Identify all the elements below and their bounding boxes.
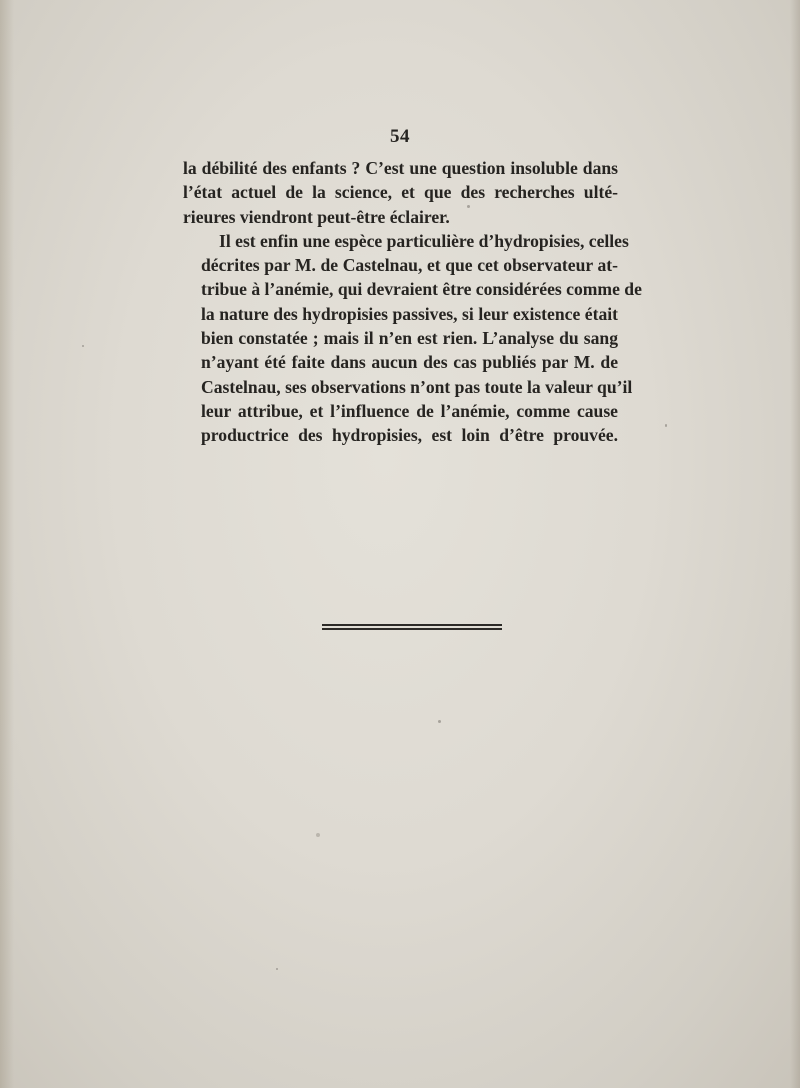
paper-speck [276, 968, 278, 970]
text-line: bien constatée ; mais il n’en est rien. L’analyse du sang [201, 328, 618, 349]
text-line: la débilité des enfants ? C’est une question insoluble dans [183, 158, 618, 178]
paragraph-2 [183, 229, 642, 448]
text-line: leur attribue, et l’influence de l’anémie, comme cause [201, 400, 618, 421]
paper-speck [438, 720, 441, 723]
paper-speck [316, 833, 320, 837]
text-line: la nature des hydropisies passives, si leur existence était [201, 303, 618, 324]
text-line: n’ayant été faite dans aucun des cas publiés par M. de [201, 352, 618, 373]
page-number: 54 [390, 126, 410, 147]
text-line: décrites par M. de Castelnau, et que cet observateur at- [201, 255, 618, 276]
page-right-edge [790, 0, 800, 1088]
text-line: productrice des hydropisies, est loin d’être prouvée. [201, 425, 618, 446]
text-line: tribue à l’anémie, qui devraient être considérées comme de [201, 279, 642, 300]
text-line: Castelnau, ses observations n’ont pas toute la valeur qu’il [201, 376, 633, 397]
paragraph-1 [183, 156, 618, 229]
text-line: l’état actuel de la science, et que des recherches ulté- [183, 182, 618, 203]
section-divider-rule-thin [322, 628, 502, 630]
paper-speck [82, 345, 84, 347]
paper-speck [665, 424, 667, 427]
paper-speck [467, 205, 470, 208]
text-line: Il est enfin une espèce particulière d’hydropisies, celles [219, 230, 629, 251]
section-divider-rule [322, 624, 502, 626]
text-line: rieures viendront peut-être éclairer. [183, 206, 450, 227]
page-left-edge [0, 0, 14, 1088]
body-text [183, 156, 642, 448]
